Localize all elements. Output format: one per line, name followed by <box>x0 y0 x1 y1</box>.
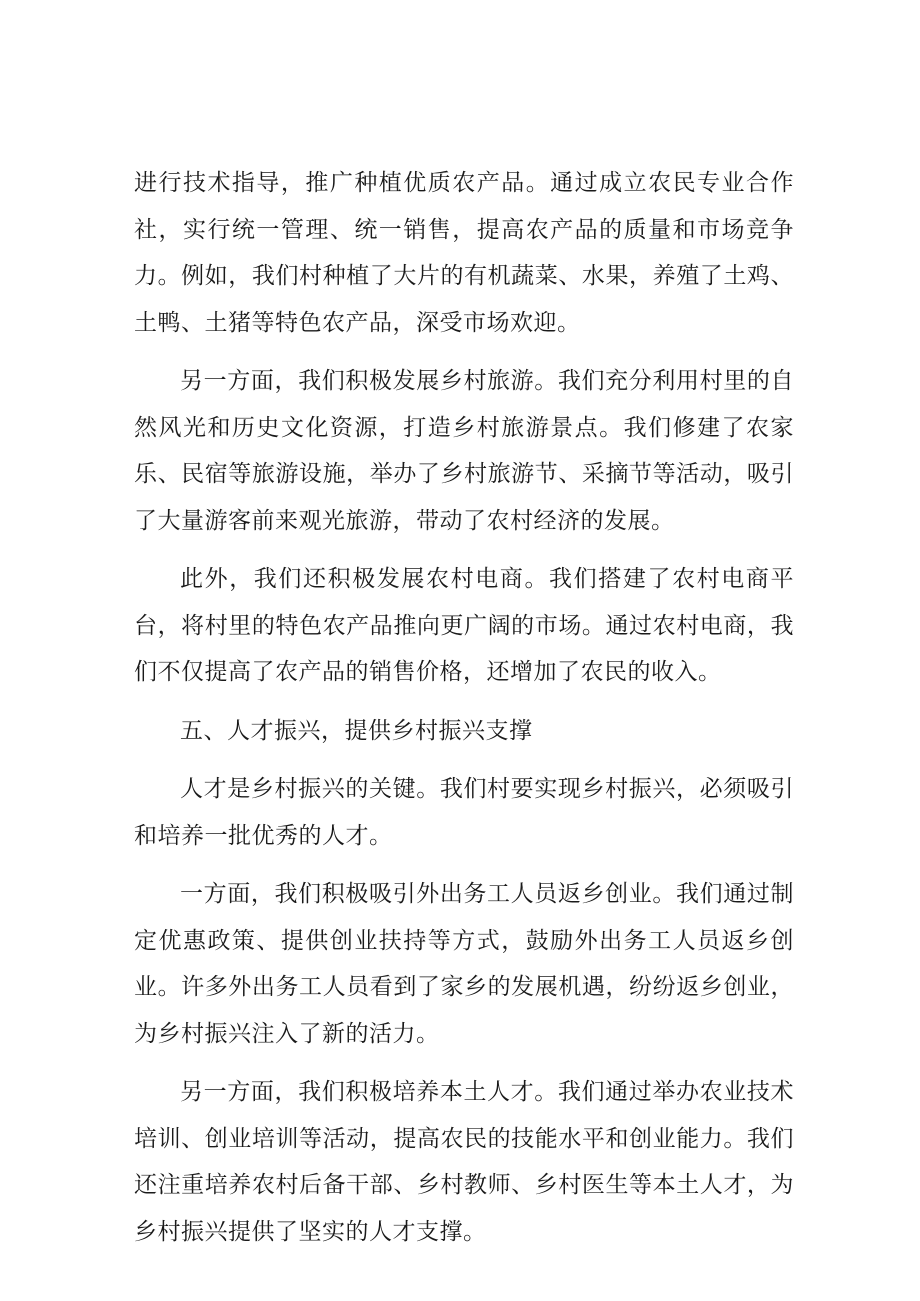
paragraph-rural-tourism: 另一方面，我们积极发展乡村旅游。我们充分利用村里的自然风光和历史文化资源，打造乡村旅游景点。我们修建了农家乐、民宿等旅游设施，举办了乡村旅游节、采摘节等活动，吸引了大量游客前来观光旅游，带动了农村经济的发展。 <box>134 368 794 534</box>
paragraph-local-talent: 另一方面，我们积极培养本土人才。我们通过举办农业技术培训、创业培训等活动，提高农民的技能水平和创业能力。我们还注重培养农村后备干部、乡村教师、乡村医生等本土人才，为乡村振兴提供了坚实的人才支撑。 <box>134 1079 794 1245</box>
section-heading-talent-revitalization: 五、人才振兴，提供乡村振兴支撑 <box>180 717 533 744</box>
paragraph-returning-workers: 一方面，我们积极吸引外出务工人员返乡创业。我们通过制定优惠政策、提供创业扶持等方式，鼓励外出务工人员返乡创业。许多外出务工人员看到了家乡的发展机遇，纷纷返乡创业，为乡村振兴注入了新的活力。 <box>134 881 794 1047</box>
paragraph-talent-key: 人才是乡村振兴的关键。我们村要实现乡村振兴，必须吸引和培养一批优秀的人才。 <box>134 776 794 849</box>
paragraph-agriculture-continued: 进行技术指导，推广种植优质农产品。通过成立农民专业合作社，实行统一管理、统一销售，提高农产品的质量和市场竞争力。例如，我们村种植了大片的有机蔬菜、水果，养殖了土鸡、土鸭、土猪等特色农产品，深受市场欢迎。 <box>134 170 794 336</box>
document-body <box>134 160 794 1267</box>
paragraph-rural-ecommerce: 此外，我们还积极发展农村电商。我们搭建了农村电商平台，将村里的特色农产品推向更广阔的市场。通过农村电商，我们不仅提高了农产品的销售价格，还增加了农民的收入。 <box>134 566 794 685</box>
